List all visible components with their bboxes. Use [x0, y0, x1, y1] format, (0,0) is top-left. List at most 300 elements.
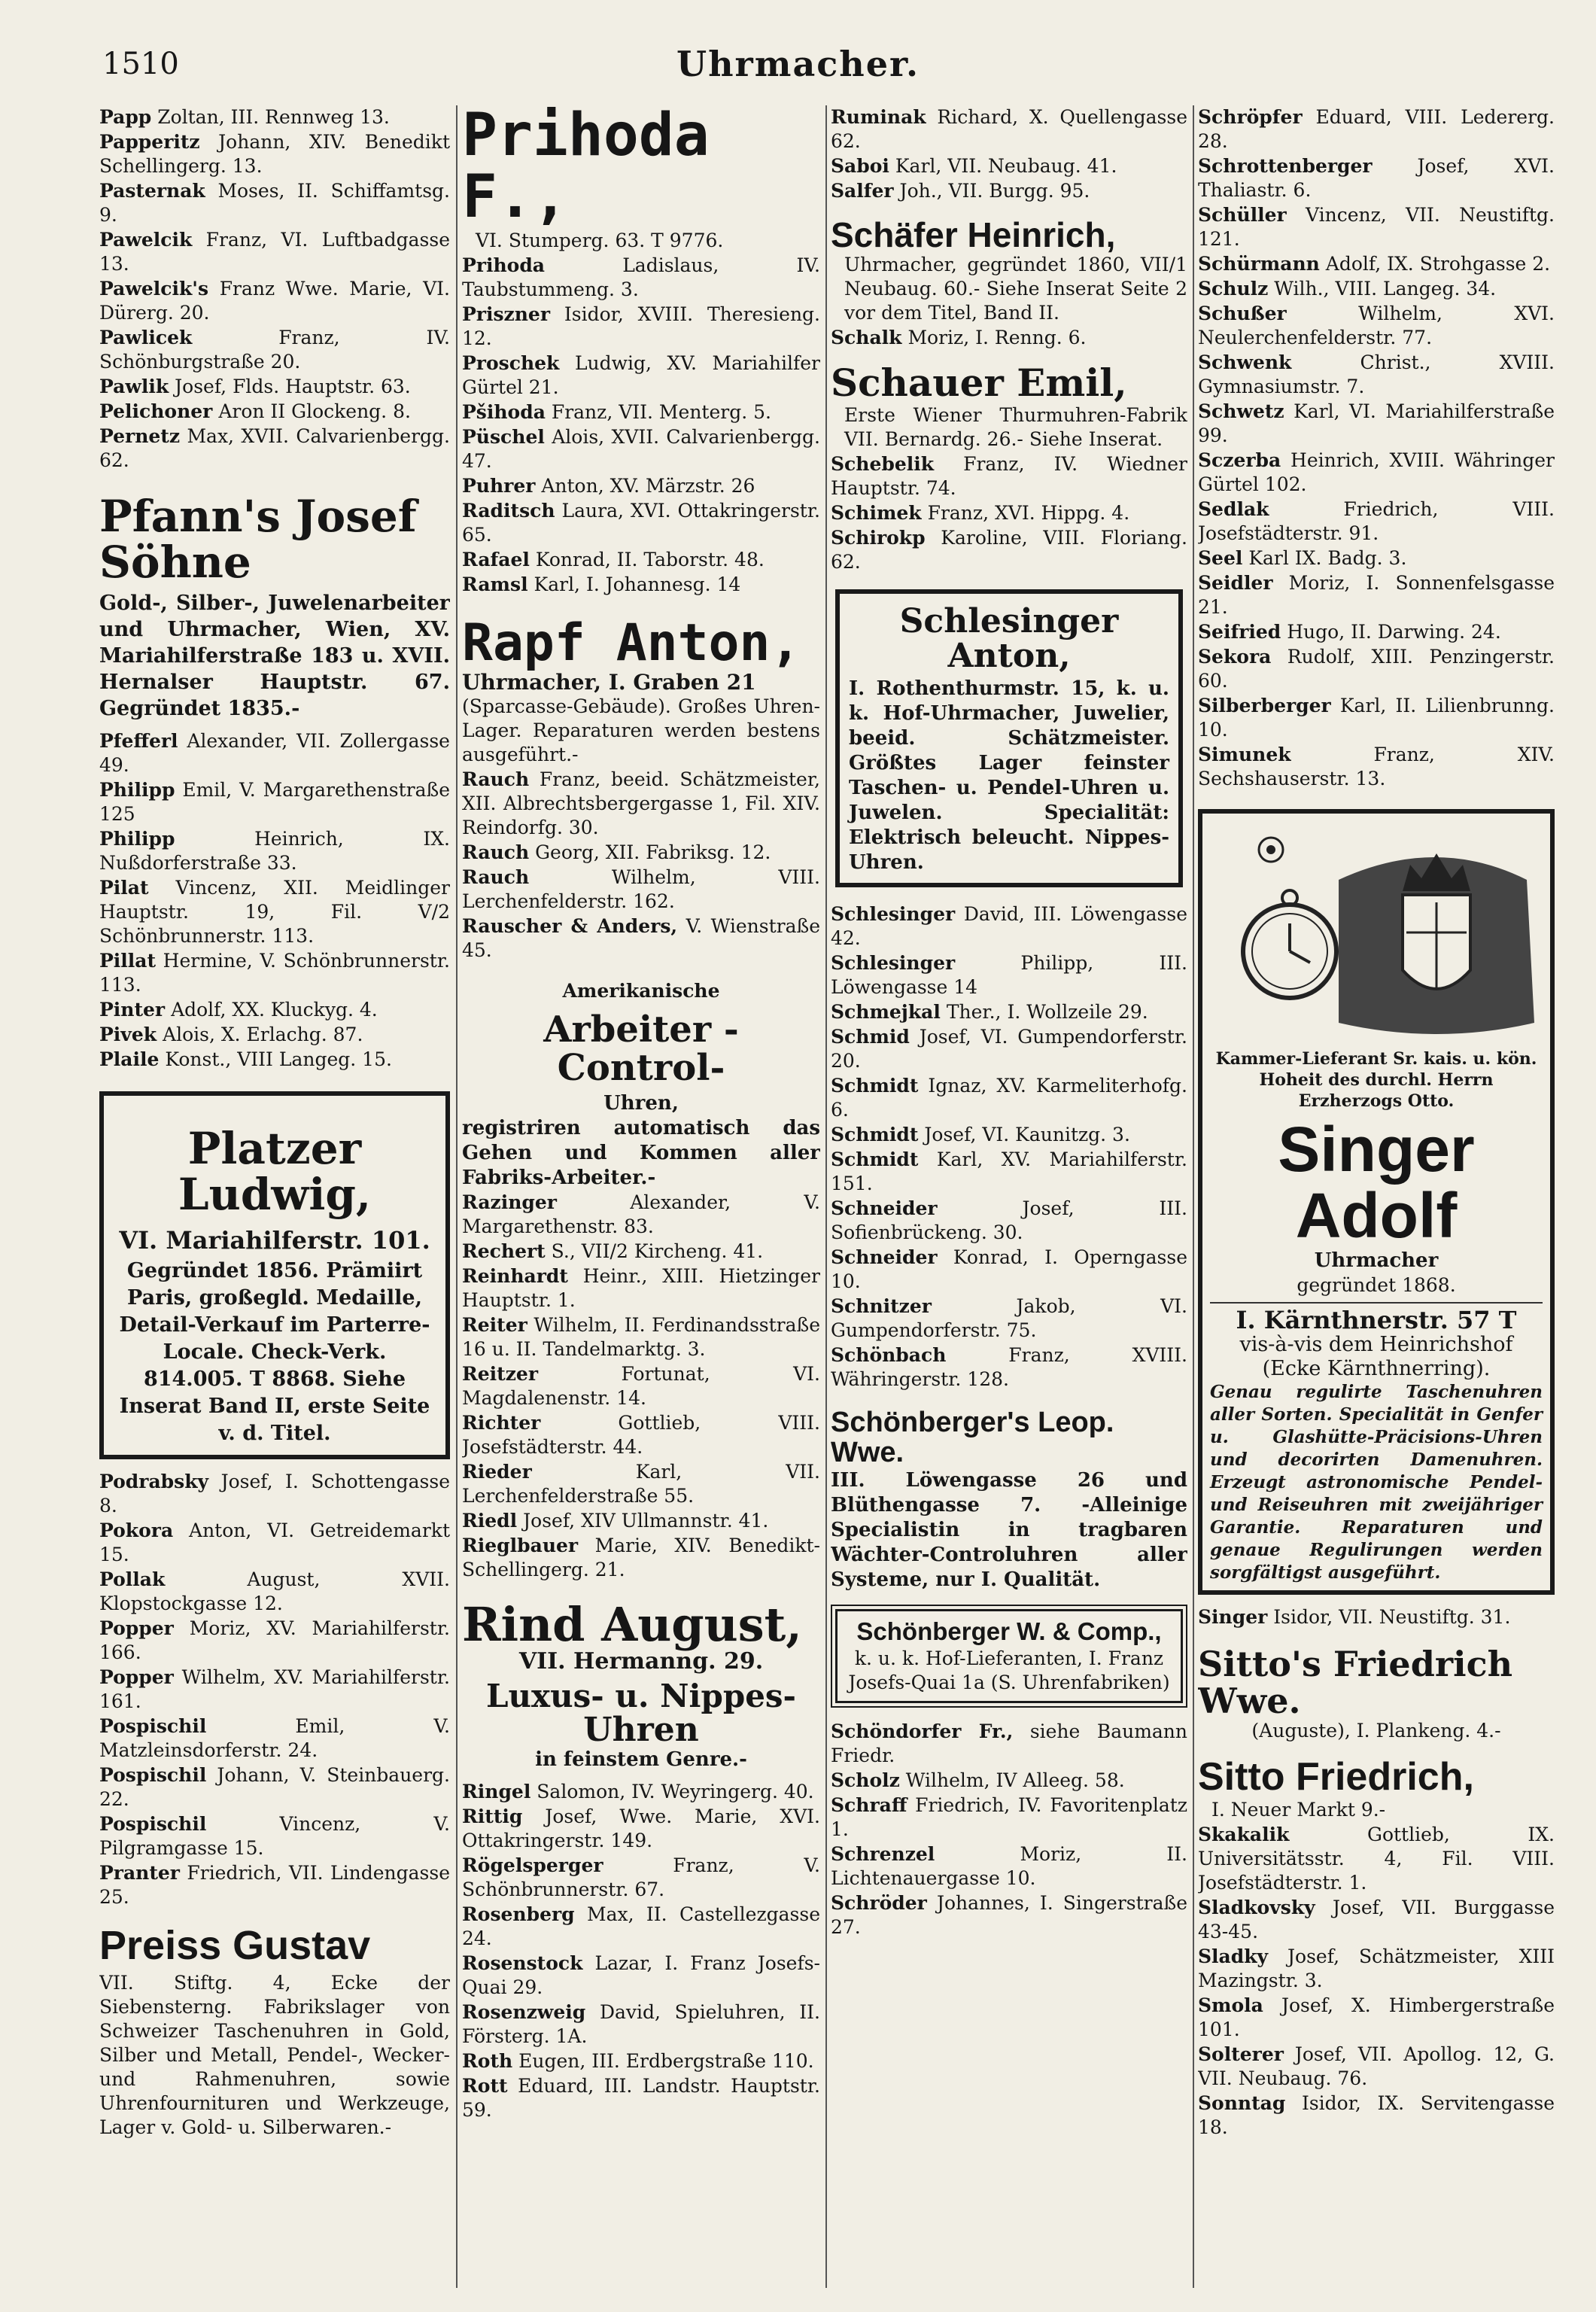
entry-name: Podrabsky: [99, 1470, 209, 1492]
directory-entry: [99, 228, 450, 276]
directory-entry: [1198, 743, 1555, 791]
entry-details: Franz, IV. Wiedner Hauptstr. 74.: [831, 452, 1187, 499]
entry-details: Karl, XV. Mariahilferstr. 151.: [831, 1148, 1187, 1195]
entry-details: Konst., VIII Langeg. 15.: [165, 1048, 392, 1070]
directory-entry: [462, 1191, 820, 1239]
entry-details: Josef, Flds. Hauptstr. 63.: [175, 376, 411, 397]
entry-details: Josef, VII. Apollog. 12, G. VII. Neubaug. 76.: [1198, 2043, 1555, 2089]
directory-entry: [1198, 620, 1555, 644]
ad-text: Erste Wiener Thurmuhren-Fabrik VII. Bernardg. 26.- Siehe Inserat.: [844, 403, 1187, 450]
directory-entry: [831, 1123, 1187, 1147]
entry-details: Alexander, V. Margarethenstr. 83.: [462, 1191, 820, 1237]
entry-details: Joh., VII. Burgg. 95.: [899, 180, 1090, 202]
entry-details: Wilh., VIII. Langeg. 34.: [1274, 278, 1497, 300]
directory-entry: [831, 154, 1187, 178]
entry-name: Schmejkal: [831, 1001, 941, 1024]
ad-text: Gegründet 1856. Prämiirt Paris, großegld. Medaille, Detail-Verkauf im Parterre-Locale. Check-Verk. 814.005. T 8868. Siehe Inserat Band II, erste Seite v. d. Titel.: [119, 1258, 430, 1445]
entry-name: Pospischil: [99, 1812, 207, 1835]
directory-entry: [462, 425, 820, 473]
directory-entry: [1198, 154, 1555, 202]
entry-details: Eduard, III. Landstr. Hauptstr. 59.: [462, 2075, 820, 2122]
entry-details: Josef, VI. Gumpendorferstr. 20.: [831, 1026, 1187, 1072]
directory-entry: [831, 902, 1187, 951]
entry-name: Philipp: [99, 778, 175, 801]
entry-details: Josef, X. Himbergerstraße 101.: [1198, 1994, 1555, 2040]
entry-details: Max, II. Castellezgasse 24.: [462, 1903, 820, 1950]
entry-name: Razinger: [462, 1191, 557, 1213]
entry-name: Schlesinger: [831, 903, 956, 926]
entry-name: Rauch: [462, 866, 530, 889]
ad-line3: Uhren,: [603, 1091, 679, 1115]
entry-details: David, III. Löwengasse 42.: [831, 903, 1187, 950]
directory-entry: [831, 1842, 1187, 1891]
entry-name: Pillat: [99, 949, 157, 972]
column-divider: [456, 105, 458, 2288]
entry-details: Karl IX. Badg. 3.: [1248, 547, 1407, 569]
entry-details: Josef, I. Schottengasse 8.: [99, 1470, 450, 1516]
entry-list: [462, 1780, 820, 2122]
entry-name: Rosenstock: [462, 1952, 583, 1975]
directory-entry: [99, 326, 450, 374]
directory-entry: [831, 1246, 1187, 1294]
ad-platzer: [99, 1091, 450, 1459]
directory-entry: [462, 1362, 820, 1410]
entry-details: Hermine, V. Schönbrunnerstr. 113.: [99, 949, 450, 996]
entry-details: Isidor, IX. Servitengasse 18.: [1198, 2091, 1555, 2138]
directory-entry: [462, 400, 820, 424]
directory-entry: [99, 729, 450, 777]
directory-entry: [99, 1023, 450, 1047]
ad-name: Pfann's Josef Söhne: [99, 491, 417, 588]
entry-details: siehe Baumann Friedr.: [831, 1720, 1187, 1766]
entry-details: Josef, XVI. Thaliastr. 6.: [1198, 155, 1555, 201]
entry-name: Rögelsperger: [462, 1854, 603, 1877]
entry-name: Schmidt: [831, 1075, 919, 1097]
ad-sitto-wwe: [1198, 1646, 1555, 1743]
directory-entry: [462, 351, 820, 400]
entry-name: Pinter: [99, 998, 166, 1021]
entry-details: Fortunat, VI. Magdalenenstr. 14.: [462, 1362, 820, 1409]
ad-schaefer: [831, 217, 1187, 325]
entry-details: Franz, IV. Schönburgstraße 20.: [99, 327, 450, 373]
directory-entry: [462, 1952, 820, 2000]
entry-name: Pollak: [99, 1568, 166, 1590]
ad-founded: gegründet 1868.: [1297, 1274, 1456, 1297]
ad-amerikanische: [462, 979, 820, 1191]
directory-entry: [462, 499, 820, 547]
entry-list: [1198, 1605, 1555, 1629]
entry-name: Schrottenberger: [1198, 155, 1373, 177]
entry-name: Rauch: [462, 768, 530, 791]
entry-details: Salomon, IV. Weyringerg. 40.: [537, 1781, 814, 1803]
entry-details: Alexander, VII. Zollergasse 49.: [99, 729, 450, 776]
entry-list: [831, 1720, 1187, 1939]
entry-name: Prihoda: [462, 254, 545, 276]
entry-name: Pivek: [99, 1023, 157, 1045]
entry-details: Franz, VII. Menterg. 5.: [551, 400, 771, 423]
directory-entry: [831, 1197, 1187, 1245]
entry-list: [99, 105, 450, 473]
ad-sitto: [1198, 1754, 1555, 1822]
directory-entry: [1198, 302, 1555, 350]
ad-text: I. Neuer Markt 9.-: [1211, 1798, 1386, 1821]
entry-name: Rittig: [462, 1805, 523, 1828]
entry-details: Adolf, IX. Strohgasse 2.: [1325, 253, 1551, 275]
ad-pfann: [99, 491, 450, 722]
directory-entry: [831, 452, 1187, 500]
entry-name: Sczerba: [1198, 449, 1281, 471]
entry-details: August, XVII. Klopstockgasse 12.: [99, 1568, 450, 1614]
entry-name: Papp: [99, 106, 152, 128]
entry-details: Anton, XV. Märzstr. 26: [541, 474, 755, 497]
entry-details: Richard, X. Quellengasse 62.: [831, 106, 1187, 152]
ad-text: (Sparcasse-Gebäude). Großes Uhren-Lager. Reparaturen werden bestens ausgeführt.-: [462, 695, 820, 766]
entry-name: Schebelik: [831, 452, 935, 475]
entry-details: Heinrich, IX. Nußdorferstraße 33.: [99, 827, 450, 874]
directory-entry: [99, 1568, 450, 1616]
entry-name: Pilat: [99, 876, 149, 899]
directory-entry: [99, 1812, 450, 1860]
directory-entry: [99, 1861, 450, 1909]
entry-details: Georg, XII. Fabriksg. 12.: [535, 841, 771, 864]
ad-schoenberger-leop: [831, 1408, 1187, 1593]
directory-entry: [99, 400, 450, 424]
entry-list: [831, 452, 1187, 574]
entry-name: Rieder: [462, 1460, 532, 1483]
directory-entry: [462, 2000, 820, 2049]
entry-details: Eduard, VIII. Ledererg. 28.: [1198, 106, 1555, 152]
entry-details: Aron II Glockeng. 8.: [218, 400, 411, 422]
entry-details: Jakob, VI. Gumpendorferstr. 75.: [831, 1295, 1187, 1342]
ad-text: registriren automatisch das Gehen und Kommen aller Fabriks-Arbeiter.-: [462, 1116, 820, 1189]
entry-name: Pawelcik: [99, 229, 193, 251]
directory-entry: [99, 1519, 450, 1567]
entry-name: Riedl: [462, 1509, 518, 1532]
directory-entry: [462, 2049, 820, 2073]
entry-name: Puhrer: [462, 474, 536, 497]
column-1: [99, 105, 450, 2288]
directory-entry: [99, 375, 450, 399]
ad-vis: vis-à-vis dem Heinrichshof: [1239, 1333, 1513, 1357]
entry-details: Isidor, VII. Neustiftg. 31.: [1273, 1606, 1511, 1629]
entry-name: Schwetz: [1198, 400, 1284, 422]
entry-name: Schrenzel: [831, 1842, 935, 1865]
ad-name: Preiss Gustav: [99, 1922, 371, 1968]
entry-details: Alois, X. Erlachg. 87.: [163, 1023, 363, 1045]
entry-details: Franz, XVI. Hippg. 4.: [927, 501, 1130, 524]
ad-singer: [1198, 809, 1555, 1595]
entry-name: Schußer: [1198, 303, 1287, 324]
entry-name: Rosenzweig: [462, 2001, 586, 2024]
directory-entry: [99, 424, 450, 473]
entry-name: Schmid: [831, 1026, 910, 1048]
ad-name: Schäfer Heinrich,: [831, 215, 1116, 254]
column-3: [831, 105, 1187, 2288]
page-title: Uhrmacher.: [676, 44, 920, 84]
directory-entry: [1198, 1605, 1555, 1629]
directory-entry: [1198, 252, 1555, 276]
entry-name: Rauch: [462, 841, 530, 864]
directory-entry: [99, 876, 450, 948]
directory-entry: [1198, 2043, 1555, 2091]
entry-name: Ringel: [462, 1781, 531, 1803]
ad-address: VI. Mariahilferstr. 101.: [119, 1225, 430, 1255]
directory-entry: [1198, 497, 1555, 546]
entry-details: Emil, V. Matzleinsdorferstr. 24.: [99, 1714, 450, 1761]
ad-text: Gold-, Silber-, Juwelenarbeiter und Uhrmacher, Wien, XV. Mariahilferstraße 183 u. XVII. Hernalser Hauptstr. 67. Gegründet 1835.-: [99, 591, 450, 720]
entry-details: Eugen, III. Erdbergstraße 110.: [518, 2050, 814, 2073]
entry-name: Salfer: [831, 180, 894, 202]
ad-text: VII. Stiftg. 4, Ecke der Siebensterng. Fabrikslager von Schweizer Taschenuhren in Gold, Silber und Metall, Pendel-, Wecker- und Rahmenuhren, sowie Uhrenfournituren und Werkzeuge, Lager v. Gold- u. Silberwaren.-: [99, 1972, 450, 2139]
entry-details: Philipp, III. Löwengasse 14: [831, 952, 1187, 999]
directory-entry: [831, 1000, 1187, 1024]
entry-details: Josef, VI. Kaunitzg. 3.: [924, 1124, 1130, 1146]
entry-name: Roth: [462, 2050, 513, 2073]
ad-name: Schauer Emil,: [831, 360, 1127, 406]
entry-name: Sladkovsky: [1198, 1896, 1315, 1918]
entry-name: Sedlak: [1198, 498, 1269, 520]
directory-entry: [99, 827, 450, 875]
directory-entry: [462, 1780, 820, 1804]
entry-name: Popper: [99, 1617, 174, 1639]
entry-name: Papperitz: [99, 131, 200, 153]
entry-details: Laura, XVI. Ottakringerstr. 65.: [462, 499, 820, 546]
directory-entry: [462, 1805, 820, 1853]
entry-list: [1198, 1823, 1555, 2140]
entry-name: Pasternak: [99, 180, 205, 202]
entry-name: Skakalik: [1198, 1823, 1290, 1845]
entry-name: Schmidt: [831, 1124, 919, 1146]
entry-details: Friedrich, VIII. Josefstädterstr. 91.: [1198, 498, 1555, 544]
ad-preiss: [99, 1924, 450, 2140]
directory-entry: [99, 949, 450, 997]
entry-name: Rott: [462, 2075, 508, 2098]
entry-details: Rudolf, XIII. Penzingerstr. 60.: [1198, 646, 1555, 692]
entry-details: Friedrich, IV. Favoritenplatz 1.: [831, 1793, 1187, 1840]
entry-details: Ludwig, XV. Mariahilfer Gürtel 21.: [462, 351, 820, 398]
directory-entry: [1198, 203, 1555, 251]
entry-name: Schröder: [831, 1891, 927, 1914]
directory-entry: [462, 1264, 820, 1313]
ad-name: Rapf Anton,: [462, 613, 801, 673]
directory-entry: [1198, 546, 1555, 570]
entry-name: Ruminak: [831, 106, 926, 128]
entry-details: V. Wienstraße 45.: [462, 915, 820, 962]
column-divider: [1193, 105, 1194, 2288]
directory-entry: [99, 1470, 450, 1518]
entry-details: Anton, VI. Getreidemarkt 15.: [99, 1519, 450, 1565]
entry-name: Singer: [1198, 1606, 1268, 1629]
entry-details: Gottlieb, IX. Universitätsstr. 4, Fil. VIII. Josefstädterstr. 1.: [1198, 1823, 1555, 1894]
entry-details: Josef, XIV Ullmannstr. 41.: [523, 1509, 769, 1532]
entry-list: [462, 1191, 820, 1582]
page-number: 1510: [102, 47, 179, 81]
entry-name: Smola: [1198, 1994, 1263, 2016]
entry-details: Heinr., XIII. Hietzinger Hauptstr. 1.: [462, 1264, 820, 1311]
entry-name: Pospischil: [99, 1714, 207, 1737]
entry-name: Reinhardt: [462, 1264, 568, 1287]
ad-name: Sitto's Friedrich Wwe.: [1198, 1644, 1513, 1721]
directory-entry: [831, 1148, 1187, 1196]
ad-address: VII. Hermanng. 29.: [518, 1648, 764, 1675]
directory-entry: [99, 105, 450, 129]
entry-details: Moriz, I. Sonnenfelsgasse 21.: [1198, 572, 1555, 618]
entry-name: Pawlik: [99, 376, 169, 397]
entry-name: Pelichoner: [99, 400, 213, 422]
entry-name: Schöndorfer Fr.,: [831, 1720, 1014, 1742]
entry-details: Ther., I. Wollzeile 29.: [946, 1001, 1148, 1024]
entry-name: Priszner: [462, 303, 550, 325]
entry-name: Pokora: [99, 1519, 174, 1541]
directory-entry: [1198, 449, 1555, 497]
entry-details: Wilhelm, XV. Mariahilferstr. 161.: [99, 1666, 450, 1712]
ad-text: III. Löwengasse 26 und Blüthengasse 7. -Alleinige Specialistin in tragbaren Wächter-Controluhren aller Systeme, nur I. Qualität.: [831, 1468, 1187, 1591]
ad-lieferant: Kammer-Lieferant Sr. kais. u. kön. Hoheit des durchl. Herrn Erzherzogs Otto.: [1215, 1049, 1537, 1111]
ad-line2: Arbeiter - Control-: [543, 1008, 739, 1089]
entry-name: Schlesinger: [831, 952, 956, 975]
directory-entry: [831, 951, 1187, 999]
directory-entry: [831, 1793, 1187, 1842]
directory-entry: [99, 1666, 450, 1714]
entry-details: Moriz, I. Renng. 6.: [907, 327, 1087, 349]
directory-entry: [462, 254, 820, 302]
directory-entry: [831, 105, 1187, 154]
entry-list: [99, 1470, 450, 1909]
entry-details: Marie, XIV. Benedikt-Schellingerg. 21.: [462, 1534, 820, 1580]
directory-entry: [1198, 105, 1555, 154]
entry-list: [831, 105, 1187, 203]
entry-name: Seel: [1198, 547, 1243, 569]
entry-name: Pernetz: [99, 425, 181, 447]
entry-details: Josef, VII. Burggasse 43-45.: [1198, 1896, 1555, 1942]
entry-details: Ignaz, XV. Karmeliterhofg. 6.: [831, 1075, 1187, 1121]
entry-name: Scholz: [831, 1769, 900, 1791]
entry-details: Karl, VI. Mariahilferstraße 99.: [1198, 400, 1555, 446]
directory-entry: [831, 326, 1187, 350]
entry-details: Franz Wwe. Marie, VI. Dürerg. 20.: [99, 278, 450, 324]
entry-details: Vincenz, V. Pilgramgasse 15.: [99, 1812, 450, 1859]
entry-name: Pospischil: [99, 1763, 207, 1786]
entry-name: Rafael: [462, 548, 530, 570]
directory-entry: [831, 1074, 1187, 1122]
entry-details: Wilhelm, VIII. Lerchenfelderstr. 162.: [462, 866, 820, 913]
entry-name: Raditsch: [462, 499, 555, 522]
directory-entry: [99, 998, 450, 1022]
entry-name: Schürmann: [1198, 253, 1320, 275]
entry-name: Philipp: [99, 827, 175, 850]
ad-text: (Auguste), I. Plankeng. 4.-: [1251, 1719, 1501, 1742]
entry-details: Karl, VII. Neubaug. 41.: [895, 155, 1117, 177]
entry-list: [462, 768, 820, 963]
ad-line1: Luxus- u. Nippes-: [485, 1678, 796, 1715]
entry-name: Pawlicek: [99, 327, 193, 348]
entry-name: Rosenberg: [462, 1903, 575, 1926]
directory-entry: [462, 548, 820, 572]
entry-details: Wilhelm, II. Ferdinandsstraße 16 u. II. Tandelmarktg. 3.: [462, 1313, 820, 1360]
entry-name: Sekora: [1198, 646, 1272, 668]
entry-details: Alois, XVII. Calvarienbergg. 47.: [462, 425, 820, 472]
entry-name: Reiter: [462, 1313, 527, 1336]
directory-entry: [462, 1854, 820, 1902]
entry-details: Ladislaus, IV. Taubstummeng. 3.: [462, 254, 820, 300]
directory-entry: [462, 573, 820, 597]
entry-name: Schnitzer: [831, 1295, 932, 1318]
directory-entry: [831, 1025, 1187, 1073]
ad-text: Uhrmacher, gegründet 1860, VII/1 Neubaug. 60.- Siehe Inserat Seite 2 vor dem Titel, Band II.: [844, 254, 1187, 324]
entry-details: Franz, beeid. Schätzmeister, XII. Albrechtsbergergasse 1, Fil. XIV. Reindorfg. 30.: [462, 768, 820, 839]
entry-details: Franz, XVIII. Währingerstr. 128.: [831, 1344, 1187, 1391]
ad-name: Prihoda F.,: [462, 105, 710, 231]
entry-details: Karoline, VIII. Floriang. 62.: [831, 526, 1187, 573]
directory-entry: [1198, 351, 1555, 399]
entry-details: Franz, XIV. Sechshauserstr. 13.: [1198, 744, 1555, 789]
entry-list: [831, 326, 1187, 350]
ad-schlesinger: [835, 589, 1183, 887]
ad-ecke: (Ecke Kärnthnerring).: [1262, 1357, 1491, 1381]
directory-entry: [99, 1763, 450, 1812]
ad-schauer: [831, 360, 1187, 452]
ad-text: I. Rothenthurmstr. 15, k. u. k. Hof-Uhrmacher, Juwelier, beeid. Schätzmeister. Größtes Lager feinster Taschen- u. Pendel-Uhren u. Juwelen. Specialität: Elektrisch beleucht. Nippes-Uhren.: [849, 677, 1169, 875]
entry-details: Johann, V. Steinbauerg. 22.: [99, 1763, 450, 1810]
entry-name: Simunek: [1198, 744, 1291, 765]
entry-name: Schüller: [1198, 204, 1287, 226]
directory-entry: [99, 1714, 450, 1763]
entry-name: Schmidt: [831, 1148, 919, 1171]
ad-name: Platzer Ludwig,: [178, 1122, 372, 1220]
ad-name: Rind August,: [462, 1596, 802, 1652]
entry-name: Sonntag: [1198, 2091, 1286, 2114]
directory-entry: [1198, 571, 1555, 619]
directory-entry: [1198, 277, 1555, 301]
entry-details: Vincenz, VII. Neustiftg. 121.: [1198, 204, 1555, 250]
entry-name: Schalk: [831, 327, 902, 349]
entry-name: Schröpfer: [1198, 106, 1303, 128]
directory-entry: [462, 1534, 820, 1582]
entry-name: Schulz: [1198, 278, 1269, 300]
entry-details: Karl, I. Johannesg. 14: [534, 573, 741, 595]
column-4: [1198, 105, 1555, 2288]
entry-details: Friedrich, VII. Lindengasse 25.: [99, 1861, 450, 1908]
entry-details: Vincenz, XII. Meidlinger Hauptstr. 19, Fil. V/2 Schönbrunnerstr. 113.: [99, 876, 450, 947]
ad-bold: Uhrmacher, I. Graben 21: [462, 670, 756, 695]
directory-entry: [462, 1509, 820, 1533]
ad-name: Singer Adolf: [1278, 1114, 1475, 1252]
entry-details: Franz, V. Schönbrunnerstr. 67.: [462, 1854, 820, 1901]
entry-details: Isidor, XVIII. Theresieng. 12.: [462, 303, 820, 349]
entry-name: Schwenk: [1198, 351, 1292, 373]
ad-name: Schlesinger Anton,: [899, 601, 1119, 675]
entry-name: Pfefferl: [99, 729, 178, 752]
entry-list: [1198, 105, 1555, 791]
entry-details: Johannes, I. Singerstraße 27.: [831, 1891, 1187, 1938]
directory-entry: [1198, 2091, 1555, 2140]
directory-entry: [1198, 1994, 1555, 2042]
directory-entry: [831, 1343, 1187, 1392]
ad-name: Schönberger's Leop. Wwe.: [831, 1407, 1114, 1469]
entry-details: Karl, II. Lilienbrunng. 10.: [1198, 695, 1555, 741]
directory-entry: [831, 1769, 1187, 1793]
entry-name: Proschek: [462, 351, 560, 374]
directory-entry: [831, 526, 1187, 574]
entry-list: [831, 902, 1187, 1392]
directory-entry: [831, 501, 1187, 525]
ad-prihoda: [462, 105, 820, 253]
entry-details: Johann, XIV. Benedikt Schellingerg. 13.: [99, 131, 450, 177]
directory-entry: [1198, 400, 1555, 448]
entry-list: [462, 254, 820, 597]
entry-name: Seidler: [1198, 572, 1273, 594]
column-divider: [825, 105, 827, 2288]
